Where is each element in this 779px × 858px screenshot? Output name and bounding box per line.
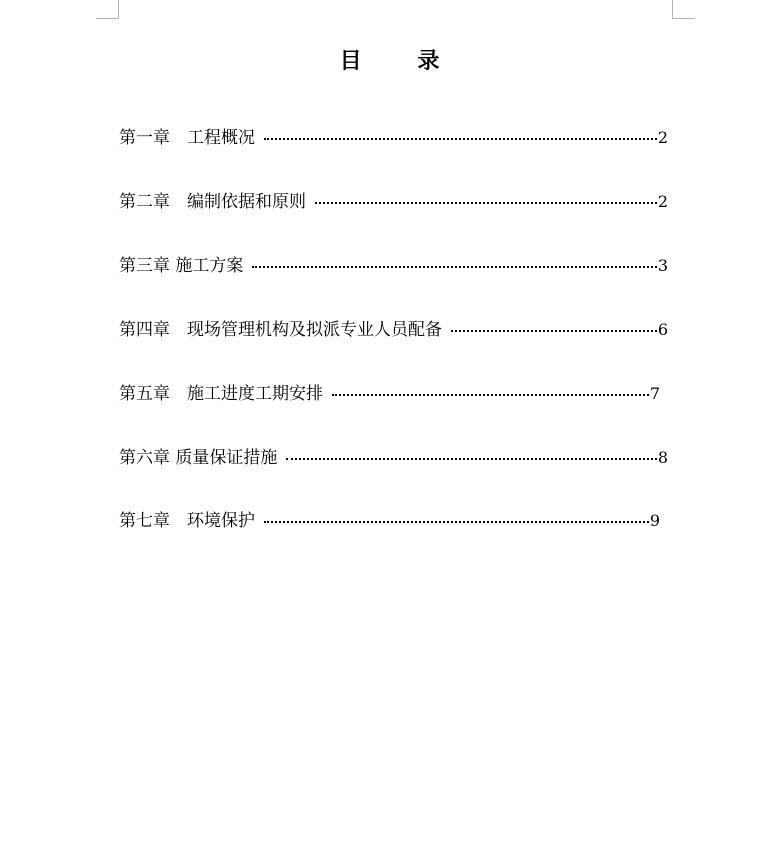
toc-entry-1[interactable]: [119, 126, 668, 150]
page-title: 目 录: [339, 48, 464, 74]
toc-entry-page: 6: [657, 320, 668, 339]
toc-entry-label: 第七章 环境保护: [119, 511, 255, 531]
toc-entry-page: 8: [657, 448, 668, 467]
toc-entry-label: 第三章 施工方案: [119, 256, 244, 276]
dot-leader: [252, 266, 656, 268]
dot-leader: [315, 202, 657, 204]
dot-leader: [286, 458, 656, 460]
dot-leader: [332, 394, 649, 396]
toc-entry-4[interactable]: [119, 318, 668, 342]
toc-entry-page: 7: [649, 384, 660, 403]
toc-entry-3[interactable]: [119, 254, 668, 278]
dot-leader: [451, 330, 657, 332]
dot-leader: [264, 138, 657, 140]
toc-entry-page: 2: [657, 192, 668, 211]
toc-entry-label: 第二章 编制依据和原则: [119, 192, 306, 212]
toc-entry-page: 9: [649, 511, 660, 530]
toc-entry-6[interactable]: [119, 446, 668, 470]
toc-entry-5[interactable]: [119, 382, 660, 406]
toc-entry-label: 第四章 现场管理机构及拟派专业人员配备: [119, 320, 442, 340]
toc-entry-7[interactable]: [119, 509, 660, 533]
toc-entry-label: 第五章 施工进度工期安排: [119, 384, 323, 404]
toc-entry-2[interactable]: [119, 190, 668, 214]
dot-leader: [264, 521, 649, 523]
toc-entry-page: 3: [657, 256, 668, 275]
toc-entry-page: 2: [657, 128, 668, 147]
toc-entry-label: 第六章 质量保证措施: [119, 448, 278, 468]
toc-entry-label: 第一章 工程概况: [119, 128, 255, 148]
